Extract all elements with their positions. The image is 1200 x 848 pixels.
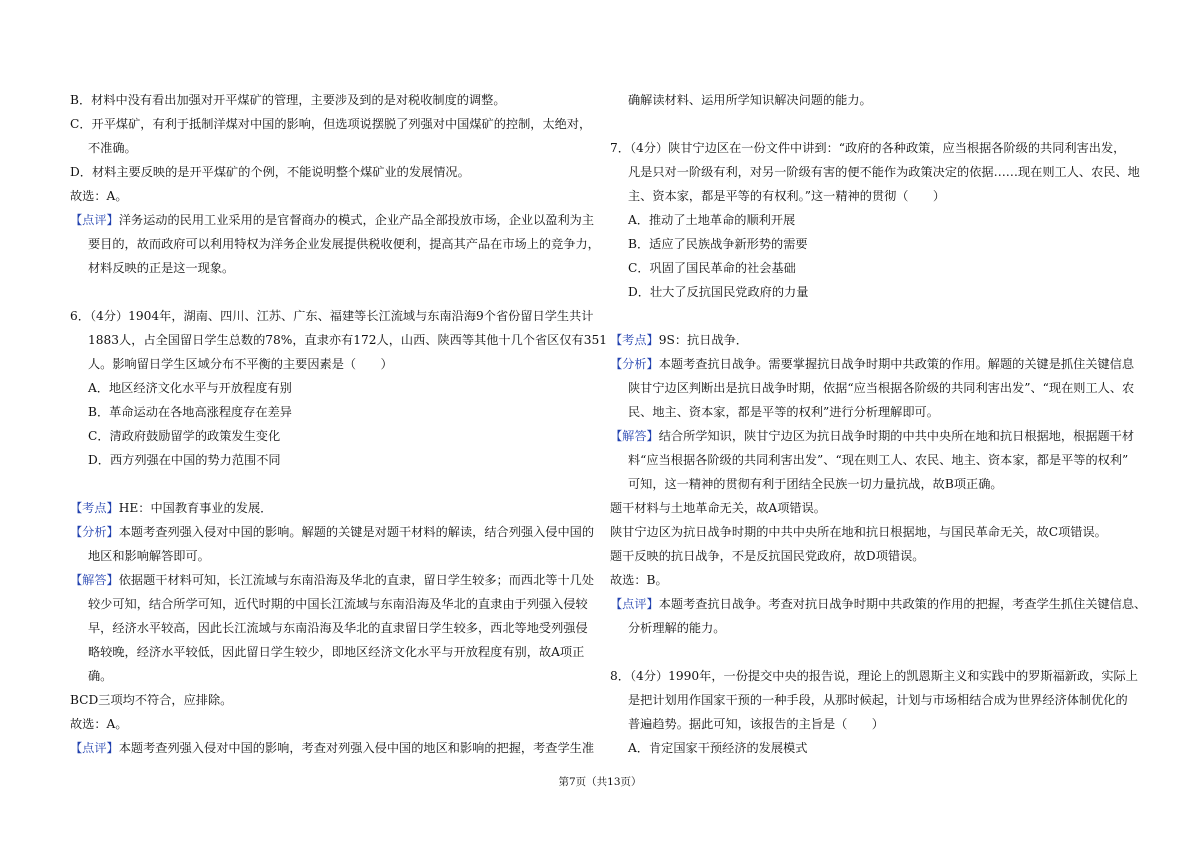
left-column — [70, 88, 608, 760]
review-q5-line2: 要目的，故而政府可以利用特权为洋务企业发展提供税收便利，提高其产品在市场上的竞争力， — [88, 237, 600, 251]
a-wrong-q7: 题干材料与土地革命无关，故A项错误。 — [610, 501, 826, 515]
question-7-line2: 凡是只对一阶级有利，对另一阶级有害的便不能作为政策决定的依据……现在则工人、农民、地 — [628, 165, 1140, 179]
bcd-q6: BCD三项均不符合，应排除。 — [70, 693, 233, 707]
jieda-q6-line4: 略较晚，经济水平较低，因此留日学生较少，即地区经济文化水平与开放程度有别，故A项正 — [88, 645, 585, 659]
kaodian-q6: 【考点】HE：中国教育事业的发展． — [70, 501, 273, 515]
option-c-q5: C．开平煤矿，有利于抵制洋煤对中国的影响，但选项说摆脱了列强对中国煤矿的控制，太绝对， — [70, 117, 592, 131]
option-b-q7: B．适应了民族战争新形势的需要 — [628, 237, 808, 251]
option-d-q7: D．壮大了反抗国民党政府的力量 — [628, 285, 809, 299]
option-c-q5-cont: 不准确。 — [88, 141, 137, 155]
jieda-q6-line3: 早，经济水平较高，因此长江流域与东南沿海及华北的直隶留日学生较多，西北等地受列强侵 — [88, 621, 588, 635]
fenxi-q7-line3: 民、地主、资本家，都是平等的权利”进行分析理解即可。 — [628, 405, 939, 419]
answer-q6: 故选：A。 — [70, 717, 128, 731]
jieda-q7-line2: 料“应当根据各阶级的共同利害出发”、“现在则工人、农民、地主、资本家，都是平等的权利” — [628, 453, 1129, 467]
fenxi-tag: 【分析】 — [70, 525, 119, 539]
jieda-q7: 【解答】结合所学知识，陕甘宁边区为抗日战争时期的中共中央所在地和抗日根据地，根据题干材 — [610, 429, 1135, 443]
jieda-tag: 【解答】 — [70, 573, 119, 587]
fenxi-tag: 【分析】 — [610, 357, 659, 371]
jieda-tag: 【解答】 — [610, 429, 659, 443]
fenxi-q6-line2: 地区和影响解答即可。 — [88, 549, 210, 563]
question-6-line2: 1883人，占全国留日学生总数的78%，直隶亦有172人，山西、陕西等其他十几个省区仅有351 — [88, 333, 608, 347]
option-d-q5: D．材料主要反映的是开平煤矿的个例，不能说明整个煤矿业的发展情况。 — [70, 165, 470, 179]
jieda-q6-line5: 确。 — [88, 669, 113, 683]
option-a-q7: A．推动了土地革命的顺利开展 — [628, 213, 796, 227]
option-c-q6: C．清政府鼓励留学的政策发生变化 — [88, 429, 281, 443]
review-q6: 【点评】本题考查列强入侵对中国的影响，考查对列强入侵中国的地区和影响的把握，考查学生准 — [70, 741, 595, 755]
option-a-q8: A．肯定国家干预经济的发展模式 — [628, 741, 808, 755]
option-a-q6: A．地区经济文化水平与开放程度有别 — [88, 381, 292, 395]
kaodian-tag: 【考点】 — [70, 501, 119, 515]
fenxi-q7-line2: 陕甘宁边区判断出是抗日战争时期，依据“应当根据各阶级的共同利害出发”、“现在则工人、农 — [628, 381, 1135, 395]
jieda-q6: 【解答】依据题干材料可知，长江流域与东南沿海及华北的直隶，留日学生较多；而西北等十几处 — [70, 573, 595, 587]
question-6: 6．（4分）1904年，湖南、四川、江苏、广东、福建等长江流域与东南沿海9个省份留日学生共计 — [70, 309, 594, 323]
question-8-line2: 是把计划用作国家干预的一种手段，从那时候起，计划与市场相结合成为世界经济体制优化的 — [628, 693, 1128, 707]
option-c-q7: C．巩固了国民革命的社会基础 — [628, 261, 796, 275]
review-q7: 【点评】本题考查抗日战争。考查对抗日战争时期中共政策的作用的把握，考查学生抓住关键信息、 — [610, 597, 1147, 611]
answer-q7: 故选：B。 — [610, 573, 668, 587]
review-q7-line2: 分析理解的能力。 — [628, 621, 726, 635]
kaodian-q7: 【考点】9S：抗日战争． — [610, 333, 748, 347]
review-q5-line3: 材料反映的正是这一现象。 — [88, 261, 235, 275]
kaodian-tag: 【考点】 — [610, 333, 659, 347]
review-q5: 【点评】洋务运动的民用工业采用的是官督商办的模式，企业产品全部投放市场，企业以盈利为主 — [70, 213, 595, 227]
option-b-q5: B．材料中没有看出加强对开平煤矿的管理，主要涉及到的是对税收制度的调整。 — [70, 93, 506, 107]
option-d-q6: D．西方列强在中国的势力范围不同 — [88, 453, 281, 467]
option-b-q6: B．革命运动在各地高涨程度存在差异 — [88, 405, 292, 419]
c-wrong-q7: 陕甘宁边区为抗日战争时期的中共中央所在地和抗日根据地，与国民革命无关，故C项错误。 — [610, 525, 1107, 539]
question-8-line3: 普遍趋势。据此可知，该报告的主旨是（ ） — [628, 717, 884, 731]
review-tag: 【点评】 — [70, 741, 119, 755]
right-column — [610, 88, 1147, 760]
review-tag: 【点评】 — [610, 597, 659, 611]
fenxi-q7: 【分析】本题考查抗日战争。需要掌握抗日战争时期中共政策的作用。解题的关键是抓住关键信息 — [610, 357, 1135, 371]
answer-q5: 故选：A。 — [70, 189, 128, 203]
question-8: 8．（4分）1990年，一份提交中央的报告说，理论上的凯恩斯主义和实践中的罗斯福新政，实际上 — [610, 669, 1138, 683]
fenxi-q6: 【分析】本题考查列强入侵对中国的影响。解题的关键是对题干材料的解读，结合列强入侵中国的 — [70, 525, 595, 539]
question-7: 7．（4分）陕甘宁边区在一份文件中讲到：“政府的各种政策，应当根据各阶级的共同利害出发， — [610, 141, 1126, 155]
question-7-line3: 主、资本家，都是平等的有权利。”这一精神的贯彻（ ） — [628, 189, 946, 203]
jieda-q7-line3: 可知，这一精神的贯彻有利于团结全民族一切力量抗战，故B项正确。 — [628, 477, 1003, 491]
question-6-line3: 人。影响留日学生区域分布不平衡的主要因素是（ ） — [88, 357, 393, 371]
jieda-q6-line2: 较少可知，结合所学可知，近代时期的中国长江流域与东南沿海及华北的直隶由于列强入侵较 — [88, 597, 588, 611]
review-tag: 【点评】 — [70, 213, 119, 227]
page-footer: 第7页（共13页） — [558, 776, 642, 788]
d-wrong-q7: 题干反映的抗日战争，不是反抗国民党政府，故D项错误。 — [610, 549, 925, 563]
review-q6-cont: 确解读材料、运用所学知识解决问题的能力。 — [628, 93, 872, 107]
